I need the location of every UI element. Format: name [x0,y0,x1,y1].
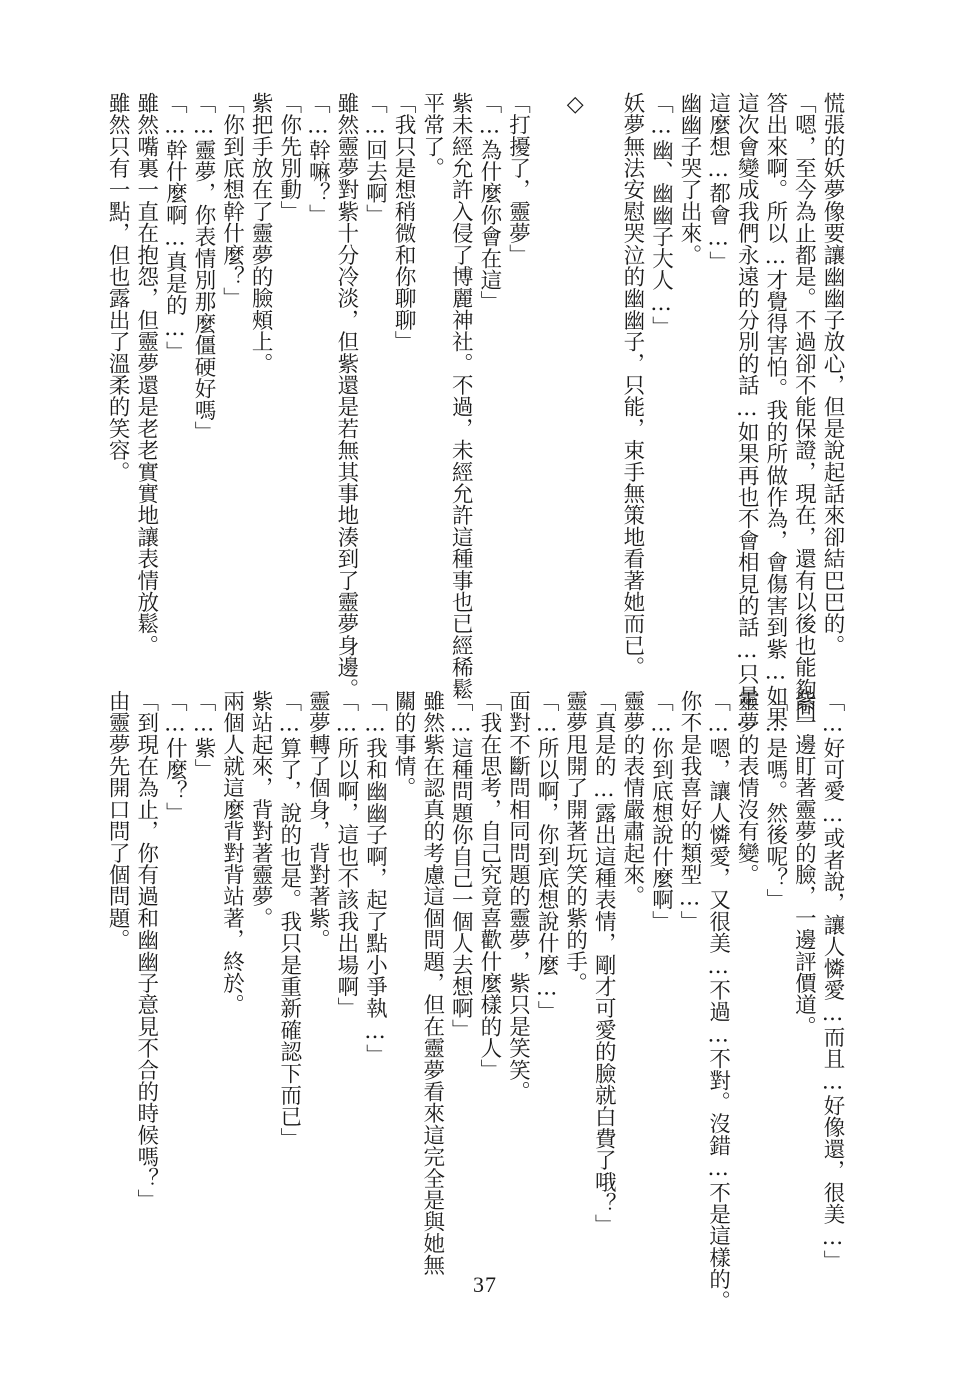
text-line: 紫把手放在了靈夢的臉頰上。 [248,92,274,375]
text-line: 靈夢的表情沒有變。 [734,690,760,886]
text-line: 「…好可愛…或者說，讓人憐愛…而且…好像還，很美…」 [820,690,845,1272]
text-line: 「真是的…露出這種表情，剛才可愛的臉就白費了哦？」 [591,690,617,1236]
text-line: 幽幽子哭了出來。 [677,92,703,266]
section-break-diamond: ◇ [562,92,588,118]
text-line: 「…靈夢，你表情別那麼僵硬好嗎」 [190,92,216,443]
text-line: 「…所以啊，你到底想說什麼…」 [534,690,560,1023]
text-line: 「…幹嘛？」 [305,92,331,226]
text-line: 紫未經允許入侵了博麗神社。不過，未經允許這種事也已經稀鬆 [448,92,474,700]
text-line: 妖夢無法安慰哭泣的幽幽子，只能，束手無策地看著她而已。 [619,92,645,678]
text-line: 「你到底想幹什麼？」 [219,92,245,309]
text-line: 「…什麼？」 [162,690,188,824]
text-line: 「…嗯，讓人憐愛，又很美…不過…不對。沒錯…不是這樣的。 [705,690,731,1312]
text-line: 紫一邊盯著靈夢的臉，一邊評價道。 [791,690,817,1038]
text-line: 「…我和幽幽子啊，起了點小爭執…」 [362,690,388,1066]
text-line: 答出來啊。所以…才覺得害怕。我的所做作為，會傷害到紫…如果 [762,92,788,729]
text-line: 這麼想…都會…」 [705,92,731,273]
text-line: 「…所以啊，這也不該我出場啊」 [333,690,359,1019]
text-line: 靈夢轉了個身，背對著紫。 [305,690,331,951]
text-line: 靈夢的表情嚴肅起來。 [619,690,645,907]
text-line: 紫站起來，背對著靈夢。 [248,690,274,929]
text-line: 「…紫」 [190,690,216,781]
text-line: 平常了。 [419,92,445,179]
text-line: 「…幹什麼啊…真是的…」 [162,92,188,363]
text-line: 「…為什麼你會在這」 [476,92,502,313]
text-line: 你不是我喜好的類型…」 [677,690,703,933]
text-line: 「我只是想稍微和你聊聊」 [391,92,417,353]
text-line: 「到現在為止，你有過和幽幽子意見不合的時候嗎？」 [133,690,159,1211]
text-line: 「…回去啊」 [362,92,388,226]
text-line: 「…是嗎。然後呢？」 [762,690,788,911]
text-line: 雖然紫在認真的考慮這個問題，但在靈夢看來這完全是與她無 [419,690,445,1276]
text-line: 「嗯，至今為止都是。不過卻不能保證，現在，還有以後也能夠回 [791,92,817,722]
text-line: 雖然嘴裏一直在抱怨，但靈夢還是老老實實地讓表情放鬆。 [133,92,159,657]
text-line: 雖然靈夢對紫十分冷淡，但紫還是若無其事地湊到了靈夢身邊。 [333,92,359,700]
text-line: 由靈夢先開口問了個問題。 [105,690,131,951]
upper-text-column-block [103,92,846,732]
text-line: 「…這種問題你自己一個人去想啊」 [448,690,474,1041]
text-line: 「…算了，說的也是。我只是重新確認下而已」 [276,690,302,1150]
text-line: 慌張的妖夢像要讓幽幽子放心，但是說起話來卻結巴巴的。 [820,92,845,657]
text-line: 「打擾了，靈夢」 [505,92,531,266]
text-line: 靈夢甩開了開著玩笑的紫的手。 [562,690,588,994]
blank-line [589,92,618,652]
page-number: 37 [473,1272,497,1297]
text-line: 兩個人就這麼背對背站著，終於。 [219,690,245,1016]
text-line: 「我在思考，自己究竟喜歡什麼樣的人」 [476,690,502,1081]
text-line: 關的事情。 [391,690,417,799]
blank-line [531,92,560,652]
text-line: 雖然只有一點，但也露出了溫柔的笑容。 [105,92,131,483]
text-line: 「你先別動」 [276,92,302,223]
text-line: 「…幽、幽幽子大人…」 [648,92,674,338]
text-line: 面對不斷問相同問題的靈夢，紫只是笑笑。 [505,690,531,1103]
text-line: 「…你到底想說什麼啊」 [648,690,674,933]
text-line: 這次會變成我們永遠的分別的話…如果再也不會相見的話…只是… [734,92,760,732]
